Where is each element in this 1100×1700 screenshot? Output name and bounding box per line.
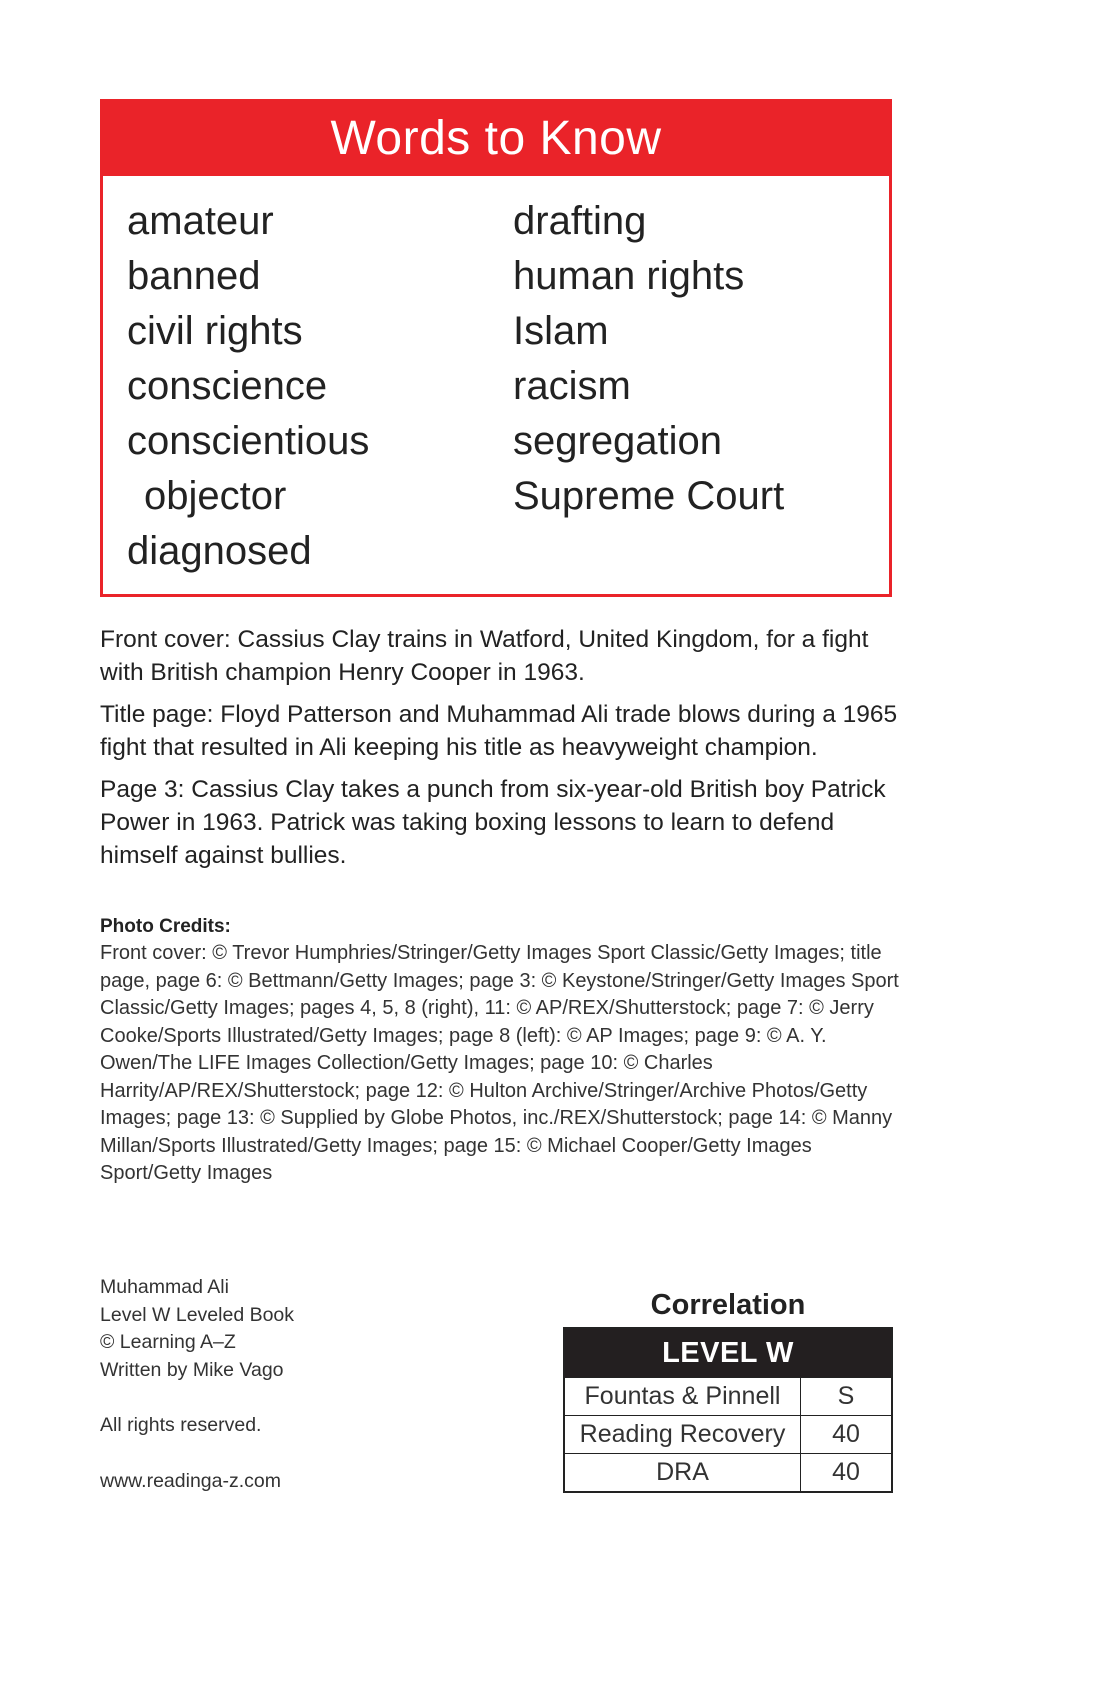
imprint-author: Written by Mike Vago [100,1358,284,1381]
vocab-word: civil rights [127,309,303,353]
vocab-word: amateur [127,199,274,243]
vocab-word: diagnosed [127,529,312,573]
vocab-word: banned [127,254,261,298]
photo-captions [100,623,900,881]
table-row [564,1378,892,1416]
imprint-book-title: Muhammad Ali [100,1276,229,1298]
photo-credits-body: Front cover: © Trevor Humphries/Stringer/Getty Images Sport Classic/Getty Images; title page, page 6: © Bettmann/Getty Images; page 3: © Keystone/Stringer/Getty Images Sport Classic/Getty Images; pages 4, 5, 8 (right), 11: © AP/REX/Shutterstock; page 7: © Jerry Cooke/Sports Illustrated/Getty Images; page 8 (left): © AP Images; page 9: © A. Y. Owen/The LIFE Images Collection/Getty Images; page 10: © Charles Harrity/AP/REX/Shutterstock; page 12: © Hulton Archive/Stringer/Archive Photos/Getty Images; page 13: © Supplied by Globe Photos, inc./REX/Shutterstock; page 14: © Manny Millan/Sports Illustrated/Getty Images; page 15: © Michael Cooper/Getty Images Sport/Getty Images [100,942,899,1184]
words-right-column [513,194,784,524]
vocab-word: human rights [513,254,745,298]
photo-credits-title: Photo Credits: [100,916,231,937]
vocab-word: drafting [513,199,647,243]
book-imprint [100,1274,460,1495]
level-header: LEVEL W [564,1328,892,1378]
imprint-copyright: © Learning A–Z [100,1331,236,1353]
table-row [564,1454,892,1493]
caption-title-page: Title page: Floyd Patterson and Muhammad Ali trade blows during a 1965 fight that resulted in Ali keeping his title as heavyweight champion. [100,701,898,761]
vocab-word: Supreme Court [513,474,785,518]
imprint-website: www.readinga-z.com [100,1469,281,1492]
correlation-system: Reading Recovery [564,1416,801,1454]
correlation-value: 40 [801,1416,893,1454]
correlation-title: Correlation [650,1289,806,1321]
vocab-word: Islam [513,309,609,353]
caption-page-3: Page 3: Cassius Clay takes a punch from six-year-old British boy Patrick Power in 1963. Patrick was taking boxing lessons to learn to defend himself against bullies. [100,776,886,869]
correlation-value: 40 [801,1454,893,1493]
vocab-word: racism [513,364,631,408]
imprint-level: Level W Leveled Book [100,1303,295,1326]
caption-front-cover: Front cover: Cassius Clay trains in Watford, United Kingdom, for a fight with British champion Henry Cooper in 1963. [100,626,869,686]
vocab-word: segregation [513,419,723,463]
vocab-word: conscience [127,364,328,408]
imprint-rights: All rights reserved. [100,1414,262,1436]
correlation-section [563,1285,893,1493]
vocab-word-continuation: objector [144,474,287,518]
correlation-value: S [801,1378,893,1416]
table-row [564,1416,892,1454]
correlation-system: Fountas & Pinnell [564,1378,801,1416]
words-to-know-title: Words to Know [103,102,889,176]
correlation-system: DRA [564,1454,801,1493]
words-to-know-box [100,99,892,597]
correlation-table [563,1327,893,1493]
words-left-column [127,194,369,579]
vocab-word: conscientious [127,419,370,463]
photo-credits [100,914,900,1188]
correlation-header-row [564,1328,892,1378]
